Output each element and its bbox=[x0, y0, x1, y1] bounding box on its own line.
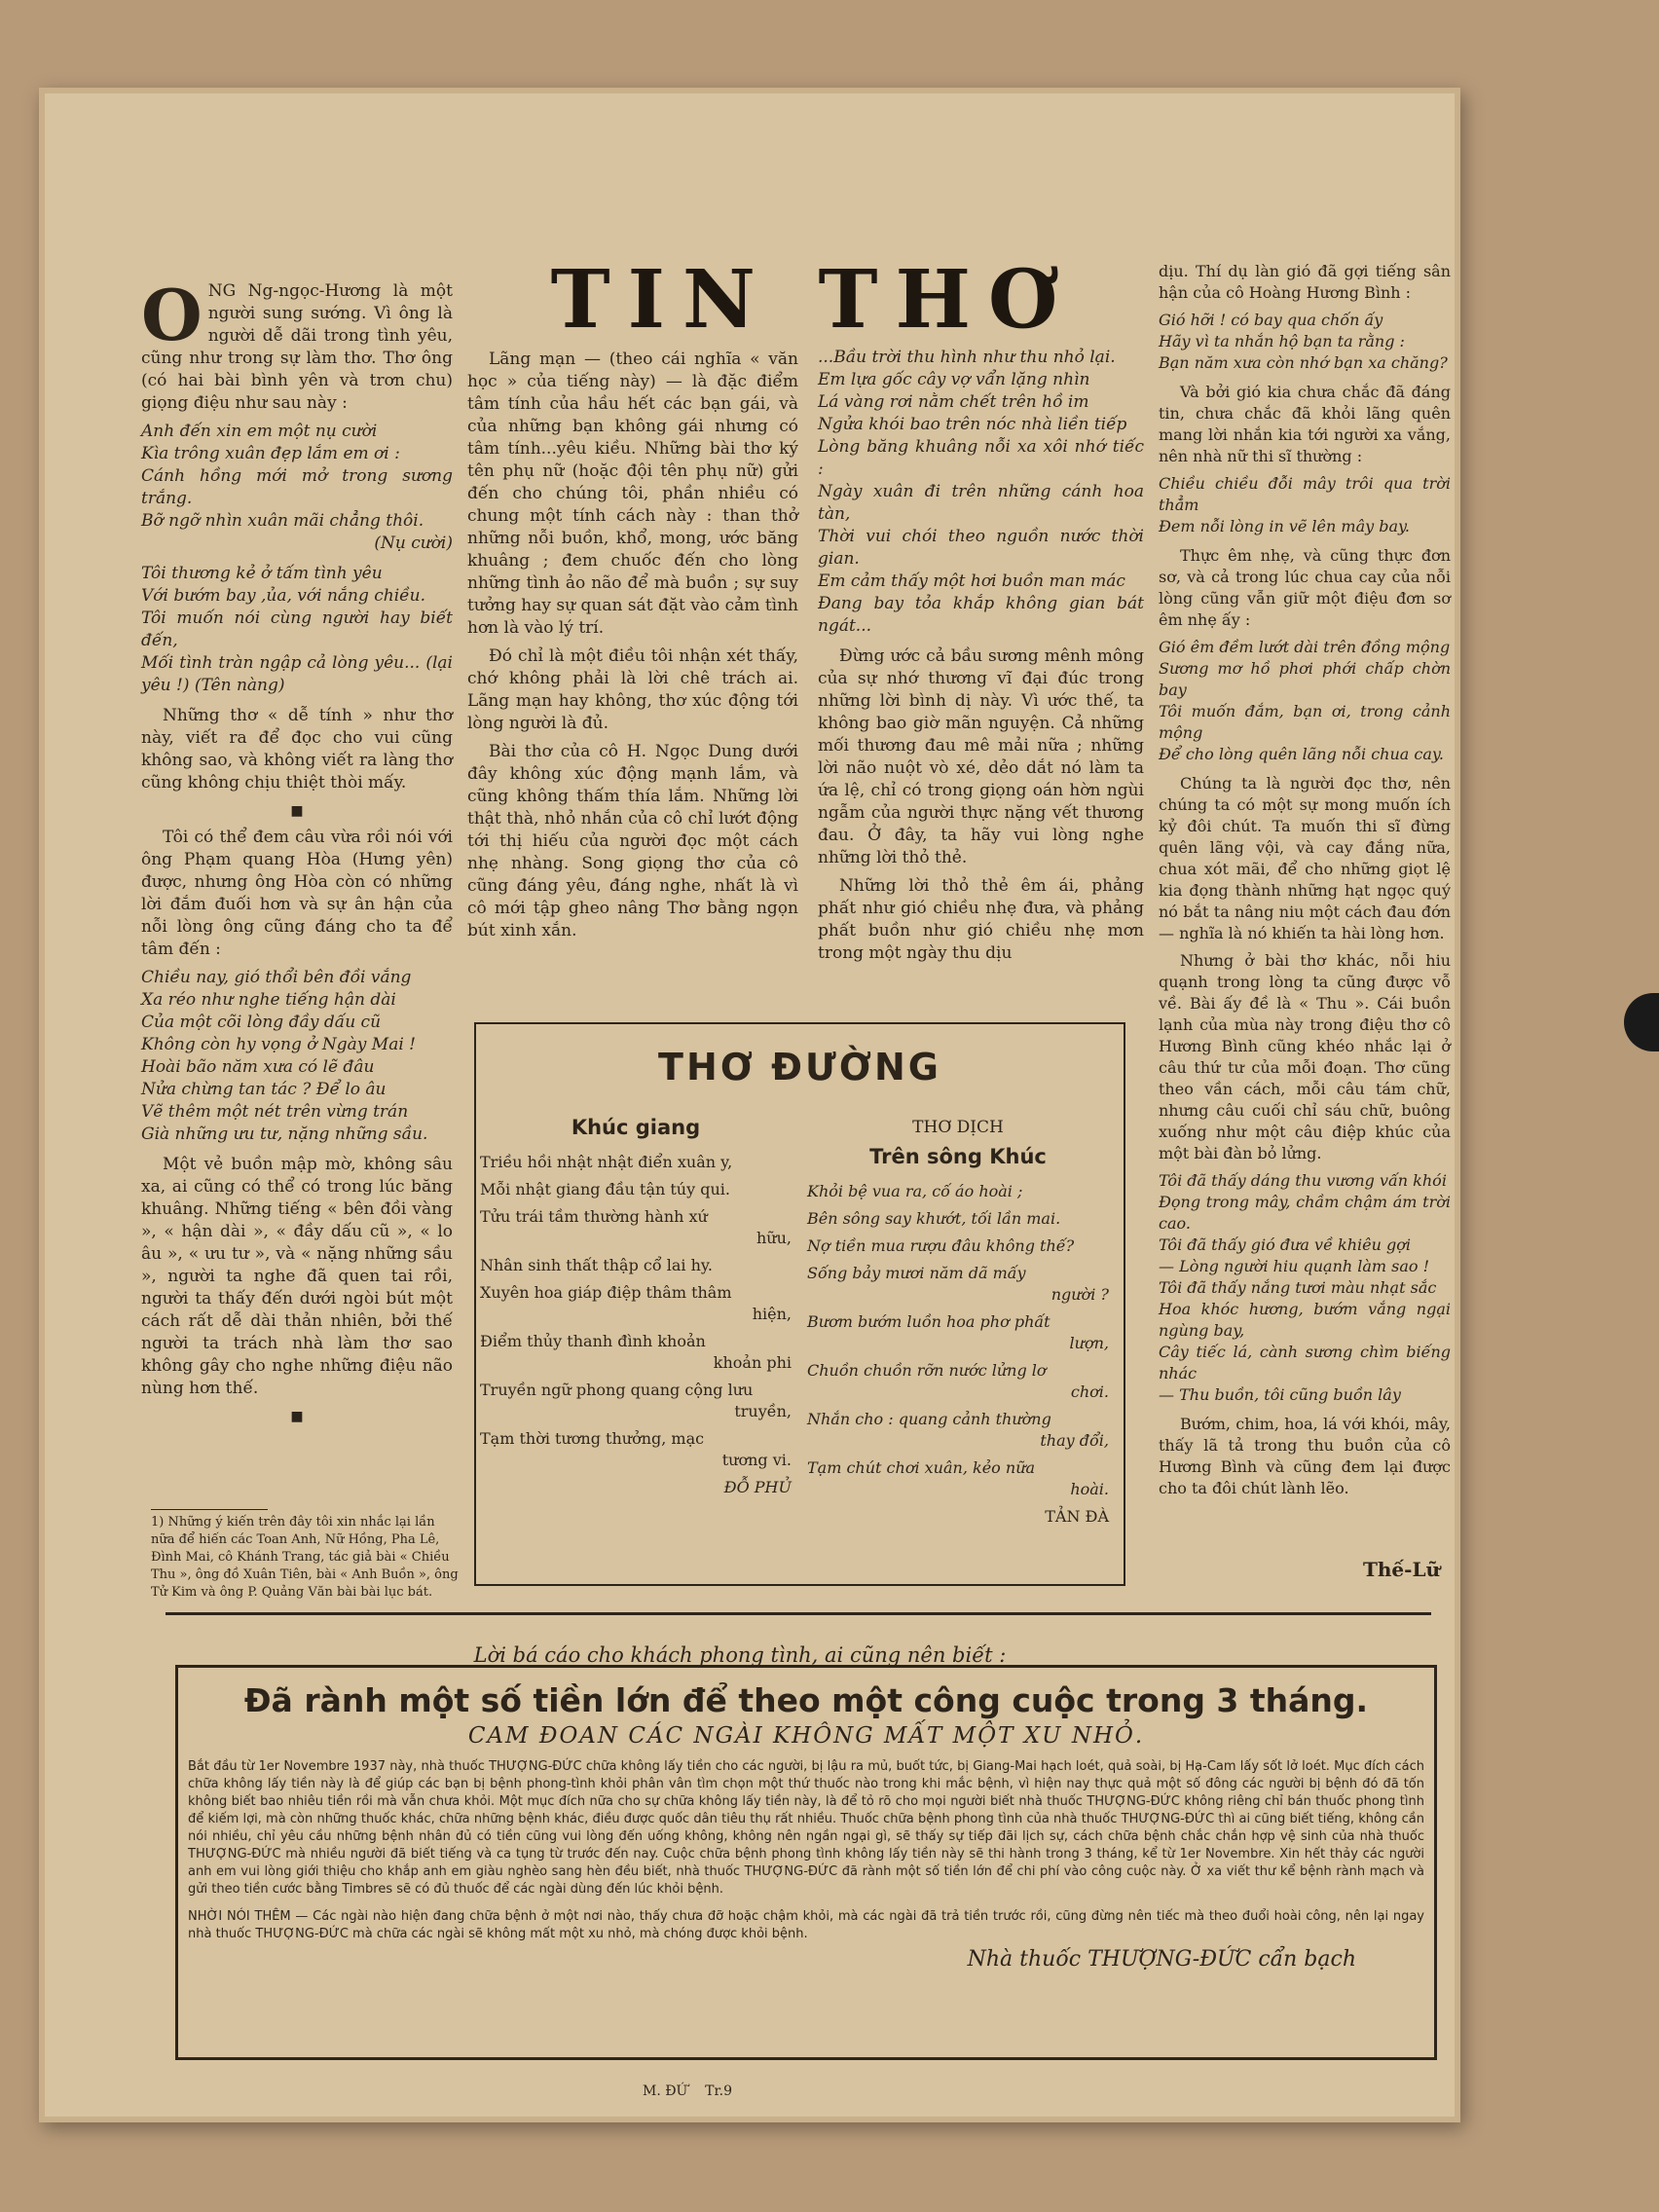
col1-poem-3 bbox=[141, 967, 453, 1146]
col1-poem-2 bbox=[141, 563, 453, 697]
col3-paragraph-2: Những lời thỏ thẻ êm ái, phảng phất như gió chiều nhẹ đưa, và phảng phất buồn như gió chiều nhẹ mơn trong một ngày thu dịu bbox=[818, 876, 1144, 963]
poem-line: Của một cõi lòng đầy dấu cũ bbox=[141, 1013, 382, 1032]
poem-line: Già những ưu tư, nặng những sầu. bbox=[141, 1124, 428, 1144]
original-author: ĐỖ PHỦ bbox=[723, 1478, 792, 1496]
poem-line: Ngày xuân đi trên những cánh hoa tàn, bbox=[818, 482, 1144, 524]
section-divider bbox=[166, 1612, 1431, 1615]
poem-line: Xa réo như nghe tiếng hận dài bbox=[141, 990, 396, 1010]
verse-line: Tạm chút chơi xuân, kẻo nữa hoài. bbox=[807, 1458, 1109, 1498]
newspaper-page bbox=[39, 88, 1460, 2122]
author-signature: Thế-Lữ bbox=[1363, 1558, 1441, 1581]
col1-paragraph-2: Những thơ « dễ tính » như thơ này, viết ra để đọc cho vui cũng không sao, và không viết ra làng thơ cũng không chịu thiệt thòi mấy. bbox=[141, 706, 453, 793]
poem-line: Tôi đã thấy dáng thu vương vấn khói bbox=[1159, 1171, 1447, 1190]
poem-line: Tôi đã thấy gió đưa về khiêu gợi bbox=[1159, 1235, 1411, 1254]
col4-poem-2 bbox=[1159, 473, 1451, 537]
poem-line: Mối tình tràn ngập cả lòng yêu... (lại yêu !) (Tên nàng) bbox=[141, 653, 453, 695]
poem-line: Tôi muốn đắm, bạn ơi, trong cảnh mộng bbox=[1159, 702, 1451, 742]
verse-line: Bên sông say khướt, tối lần mai. bbox=[807, 1209, 1061, 1228]
poem-line: Hãy vì ta nhắn hộ bạn ta rằng : bbox=[1159, 332, 1405, 350]
binder-ring bbox=[1624, 993, 1659, 1051]
poem-line: Ngửa khói bao trên nóc nhà liền tiếp bbox=[818, 415, 1127, 434]
poem-line: Chiều chiều đỗi mây trôi qua trời thẳm bbox=[1159, 474, 1451, 514]
verse-line: Triều hồi nhật nhật điển xuân y, bbox=[480, 1153, 733, 1171]
verse-line: Tửu trái tầm thường hành xứ hữu, bbox=[480, 1207, 792, 1247]
poem-line: Bạn năm xưa còn nhớ bạn xa chăng? bbox=[1159, 353, 1448, 372]
col1-poem-1 bbox=[141, 421, 453, 555]
ad-intro-line: Lời bá cáo cho khách phong tình, ai cũng nên biết : bbox=[292, 1643, 1188, 1667]
col1-paragraph-4: Một vẻ buồn mập mờ, không sâu xa, ai cũng có thể có trong lúc băng khuâng. Những tiếng « bên đồi vàng », « hận dài », « đầy dấu cũ », « lo âu », « ưu tư », và « nặng những sầu », người ta nghe đã quen tai rồi, người ta thấy đến dưới ngòi bút một cách rất dễ dài thản nhiên, bởi thế người ta trách nhà làm thơ sao không gây cho nghe những điệu não nùng hơn thế. bbox=[141, 1155, 453, 1398]
poem-line: Đang bay tỏa khắp không gian bát ngát... bbox=[818, 594, 1144, 636]
verse-line: Bươm bướm luồn hoa phơ phất lượn, bbox=[807, 1312, 1109, 1352]
verse-line: Khỏi bệ vua ra, cố áo hoài ; bbox=[807, 1182, 1023, 1200]
poem-line: Tôi thương kẻ ở tấm tình yêu bbox=[141, 564, 383, 583]
col4-poem-1 bbox=[1159, 310, 1451, 374]
col3-poem bbox=[818, 347, 1144, 638]
col1-paragraph-3: Tôi có thể đem câu vừa rồi nói với ông Phạm quang Hòa (Hưng yên) được, nhưng ông Hòa còn có những lời đắm đuối hơn và sự ân hận của nỗi lòng ông cũng đáng cho ta để tâm đến : bbox=[141, 828, 453, 959]
poem-line: Em cảm thấy một hơi buồn man mác bbox=[818, 571, 1125, 591]
col4-paragraph-2: Thực êm nhẹ, và cũng thực đơn sơ, và cả trong lúc chua cay của nỗi lòng cũng vẫn giữ một điệu đơn sơ êm nhẹ ấy : bbox=[1159, 546, 1451, 629]
ad-body: Bắt đầu từ 1er Novembre 1937 này, nhà thuốc THƯỢNG-ĐỨC chữa không lấy tiền cho các người, bị lậu ra mủ, buốt tức, bị Giang-Mai hạch loét, quả soài, bị Hạ-Cam lấy sốt lở loét. Mục đích cách chữa không lấy tiền này là để giúp các bạn bị bệnh phong-tình khỏi phân vân tìm chọn một thứ thuốc nào trong khi mắc bệnh, vì hiện nay thực quả một số đông các người bị bệnh đó đã tốn không biết bao nhiêu tiền rồi mà vẫn chưa khỏi. Một mục đích nữa cho sự chữa không lấy tiền này, là để tỏ rõ cho mọi người biết nhà thuốc THƯỢNG-ĐỨC không riêng chỉ bán thuốc phong tình để kiếm lợi, mà còn những thuốc khác, chữa những bệnh khác, điều được quốc dân tiêu thụ rất nhiều. Thuốc chữa bệnh phong tình của nhà thuốc THƯỢNG-ĐỨC thì ai cũng biết tiếng, không cần nói nhiều, chỉ yêu cầu những bệnh nhân đủ có tiền cũng vui lòng đến uống không, không nên ngần ngại gì, sẽ thấy sự tiếp đãi lịch sự, cách chữa bệnh chắc chắn hợp vệ sinh của nhà thuốc THƯỢNG-ĐỨC mà nhiều người đã biết tiếng và ca tụng từ trước đến nay. Cuộc chữa bệnh phong tình không lấy tiền này sẽ thi hành trong 3 tháng, kể từ 1er Novembre. Xin hết thảy các người anh em vui lòng giới thiệu cho khắp anh em giàu nghèo sang hèn đều biết, nhà thuốc THƯỢNG-ĐỨC đã rành một số tiền lớn để chi phí vào công cuộc này. Ở xa viết thư kể bệnh rành mạch và gửi theo tiền cước bằng Timbres sẽ có đủ thuốc để các ngài dùng đến lúc khỏi bệnh. bbox=[188, 1759, 1424, 1897]
column-4 bbox=[1159, 261, 1451, 1505]
poem-line: Không còn hy vọng ở Ngày Mai ! bbox=[141, 1035, 417, 1054]
verse-line: Chuồn chuồn rỡn nước lửng lơ chơi. bbox=[807, 1361, 1109, 1401]
drop-cap: O bbox=[141, 274, 203, 356]
verse-line: Xuyên hoa giáp điệp thâm thâm hiện, bbox=[480, 1283, 792, 1323]
verse-line: Tạm thời tương thưởng, mạc tương vi. bbox=[480, 1429, 792, 1469]
poem-line: Hoa khóc hương, bướm vắng ngại ngùng bay, bbox=[1159, 1300, 1451, 1340]
translated-poem bbox=[807, 1117, 1109, 1528]
poem-line: — Lòng người hiu quạnh làm sao ! bbox=[1159, 1257, 1430, 1275]
verse-line: Mỗi nhật giang đầu tận túy qui. bbox=[480, 1180, 730, 1198]
poem-line: Anh đến xin em một nụ cười bbox=[141, 422, 378, 441]
poem-line: Em lựa gốc cây vợ vẩn lặng nhìn bbox=[818, 370, 1090, 389]
poem-line: Sương mơ hồ phơi phới chấp chờn bay bbox=[1159, 659, 1451, 699]
footnote-rule bbox=[151, 1509, 268, 1510]
separator-mark: ■ bbox=[290, 803, 304, 819]
page-number: Tr.9 bbox=[705, 2083, 733, 2099]
col2-paragraph-1: Lãng mạn — (theo cái nghĩa « văn học » của tiếng này) — là đặc điểm tâm tính của hầu hết các bạn gái, và của những bạn không gái nhưng có tâm tính...yêu kiều. Những bài thơ ký tên phụ nữ (hoặc đội tên phụ nữ) gửi đến cho chúng tôi, phần nhiều có chung một tính cách này : than thở những nỗi buồn, khổ, mong, ước băng khuâng ; đem chuốc đến cho lòng những tình ảo não để mà buồn ; sự suy tưởng hay sự quan sát đặt vào cảm tình hơn là vào lý trí. bbox=[467, 350, 798, 638]
poem-line: Hoài bão năm xưa có lẽ đâu bbox=[141, 1057, 375, 1077]
col4-paragraph-5: Bướm, chim, hoa, lá với khói, mây, thấy lã tả trong thu buồn của cô Hương Bình và cũng đem lại được cho ta đôi chút lành lẽo. bbox=[1159, 1415, 1451, 1497]
footnote-text: 1) Những ý kiến trên đây tôi xin nhắc lại lần nữa để hiến các Toan Anh, Nữ Hồng, Pha Lê, Đình Mai, cô Khánh Trang, tác giả bài « Chiều Thu », ông đồ Xuân Tiên, bài « Anh Buồn », ông Tử Kim và ông P. Quảng Văn bài bài lục bát. bbox=[151, 1515, 459, 1600]
poem-line: Cánh hồng mới mở trong sương trắng. bbox=[141, 466, 453, 508]
col1-paragraph-1: NG Ng-ngọc-Hương là một người sung sướng. Vì ông là người dễ dãi trong tình yêu, cũng như trong sự làm thơ. Thơ ông (có hai bài bình yên và trơn chu) giọng điệu như sau này : bbox=[141, 281, 453, 413]
poem-line: Với bướm bay ,ủa, với nắng chiều. bbox=[141, 586, 425, 606]
translated-poem-title: Trên sông Khúc bbox=[869, 1145, 1047, 1168]
poem-line: Lòng băng khuâng nỗi xa xôi nhớ tiếc : bbox=[818, 437, 1144, 479]
poem-line: Chiều nay, gió thổi bên đồi vắng bbox=[141, 968, 412, 987]
col3-paragraph-1: Đừng ước cả bầu sương mênh mông của sự nhớ thương vĩ đại đúc trong những lời bình dị này. Vì ước thế, ta không bao giờ mãn nguyện. Cả những mối thương đau mê mải nữa ; những lời não nuột vò xé, dẻo dắt nó làm ta ứa lệ, chỉ có trong giọng oán hờn ngùi ngẫm của người thực nặng vết thương đau. Ở đây, ta hãy vui lòng nghe những lời thỏ thẻ. bbox=[818, 646, 1144, 867]
verse-line: Truyền ngữ phong quang cộng lưu truyền, bbox=[480, 1381, 792, 1420]
translator: TẢN ĐÀ bbox=[1045, 1507, 1109, 1526]
footer-text: M. ĐỨ bbox=[643, 2083, 688, 2099]
poem-line: Gió hỡi ! có bay qua chốn ấy bbox=[1159, 311, 1383, 329]
col2-paragraph-2: Đó chỉ là một điều tôi nhận xét thấy, chớ không phải là lời chê trách ai. Lãng mạn hay không, thơ xúc động tới lòng người là đủ. bbox=[467, 646, 798, 733]
ad-signature: Nhà thuốc THƯỢNG-ĐỨC cẩn bạch bbox=[967, 1947, 1356, 1972]
tho-duong-box bbox=[474, 1022, 1125, 1586]
poem-line: Vẽ thêm một nét trên vừng trán bbox=[141, 1102, 409, 1122]
page-title: TIN THƠ bbox=[550, 253, 1076, 347]
col4-poem-4 bbox=[1159, 1170, 1451, 1406]
col2-paragraph-3: Bài thơ của cô H. Ngọc Dung dưới đây không xúc động mạnh lắm, và cũng không thấm thía lắm. Những lời thật thà, nhỏ nhắn của cô chỉ lướt động tới thị hiếu của người đọc một cách nhẹ nhàng. Song giọng thơ của cô cũng đáng yêu, đáng nghe, nhất là vì cô mới tập gheo nâng Thơ bằng ngọn bút xinh xắn. bbox=[467, 742, 798, 940]
poem-line: Nửa chừng tan tác ? Để lo âu bbox=[141, 1080, 387, 1099]
poem-line: Đọng trong mây, chầm chậm ám trời cao. bbox=[1159, 1193, 1451, 1233]
advertisement-box bbox=[175, 1665, 1437, 2060]
page-footer bbox=[643, 2083, 732, 2099]
poem-line: Để cho lòng quên lãng nỗi chua cay. bbox=[1159, 745, 1444, 763]
poem-line: Bỡ ngỡ nhìn xuân mãi chẳng thôi. bbox=[141, 511, 424, 531]
separator-mark: ■ bbox=[290, 1409, 304, 1424]
ad-note: NHỜI NÓI THÊM — Các ngài nào hiện đang chữa bệnh ở một nơi nào, thấy chưa đỡ hoặc chậm khỏi, mà các ngài đã trả tiền trước rồi, cũng đừng nên tiếc mà theo đuổi hoài công, nên lại ngay nhà thuốc THƯỢNG-ĐỨC mà chữa các ngài sẽ không mất một xu nhỏ, mà chóng được khỏi bệnh. bbox=[188, 1909, 1424, 1941]
column-3 bbox=[818, 343, 1144, 971]
original-poem bbox=[480, 1117, 792, 1498]
col4-paragraph-1: Và bởi gió kia chưa chắc đã đáng tin, chưa chắc đã khỏi lãng quên mang lời nhắn kia tới người xa vắng, nên nhà nữ thi sĩ thường : bbox=[1159, 383, 1451, 465]
translation-label: THƠ DỊCH bbox=[912, 1118, 1004, 1137]
col4-paragraph-3: Chúng ta là người đọc thơ, nên chúng ta có một sự mong muốn ích kỷ đôi chút. Ta muốn thi sĩ đừng quên lãng vội, và cay đắng nữa, chua xót mãi, để cho những giọt lệ kia đọng thành những hạt ngọc quý nó bắt ta nâng niu một cách đau đớn — nghĩa là nó khiến ta hài lòng hơn. bbox=[1159, 774, 1451, 942]
col4-paragraph-0: dịu. Thí dụ làn gió đã gợi tiếng sân hận của cô Hoàng Hương Bình : bbox=[1159, 262, 1451, 302]
col4-poem-3 bbox=[1159, 637, 1451, 765]
poem-line: Tôi đã thấy nắng tươi màu nhạt sắc bbox=[1159, 1278, 1437, 1297]
verse-line: Nhân sinh thất thập cổ lai hy. bbox=[480, 1256, 713, 1274]
original-poem-title: Khúc giang bbox=[571, 1116, 701, 1139]
poem-line: Cây tiếc lá, cành sương chìm biếng nhác bbox=[1159, 1343, 1451, 1382]
poem-line: Gió êm đềm lướt dài trên đồng mộng bbox=[1159, 638, 1451, 656]
poem-line: ...Bầu trời thu hình như thu nhỏ lại. bbox=[818, 348, 1116, 367]
ad-subheadline: CAM ĐOAN CÁC NGÀI KHÔNG MẤT MỘT XU NHỎ. bbox=[467, 1723, 1145, 1749]
ad-headline: Đã rành một số tiền lớn để theo một công cuộc trong 3 tháng. bbox=[243, 1681, 1369, 1719]
column-1 bbox=[141, 274, 453, 1432]
verse-line: Nợ tiền mua rượu đâu không thế? bbox=[807, 1236, 1075, 1255]
col4-paragraph-4: Nhưng ở bài thơ khác, nỗi hiu quạnh trong lòng ta cũng được vỗ về. Bài ấy đề là « Thu ». Cái buồn lạnh của mùa này trong điệu thơ cô Hương Bình cũng khéo nhắc lại ở câu thứ tư của mỗi đoạn. Thơ cũng theo vần cách, mỗi câu tám chữ, nhưng câu cuối chỉ sáu chữ, buông xuống như một câu điệp khúc của một bài đàn bỏ lửng. bbox=[1159, 951, 1451, 1162]
footnote bbox=[151, 1509, 462, 1602]
poem-line: Thời vui chói theo nguồn nước thời gian. bbox=[818, 527, 1144, 569]
poem-line: Kìa trông xuân đẹp lắm em ơi : bbox=[141, 444, 400, 463]
poem-line: — Thu buồn, tôi cũng buồn lây bbox=[1159, 1385, 1401, 1404]
verse-line: Nhắn cho : quang cảnh thường thay đổi, bbox=[807, 1410, 1109, 1450]
poem-line: Đem nỗi lòng in vẽ lên mây bay. bbox=[1159, 517, 1411, 535]
verse-line: Điểm thủy thanh đình khoản khoản phi bbox=[480, 1332, 792, 1372]
column-2 bbox=[467, 349, 798, 948]
verse-line: Sống bảy mươi năm dã mấy người ? bbox=[807, 1264, 1109, 1304]
poem-line: Lá vàng rơi nằm chết trên hồ im bbox=[818, 392, 1089, 412]
tho-duong-heading: THƠ ĐƯỜNG bbox=[658, 1046, 941, 1088]
poem-line: Tôi muốn nói cùng người hay biết đến, bbox=[141, 608, 453, 650]
poem-source: (Nụ cười) bbox=[374, 534, 453, 553]
